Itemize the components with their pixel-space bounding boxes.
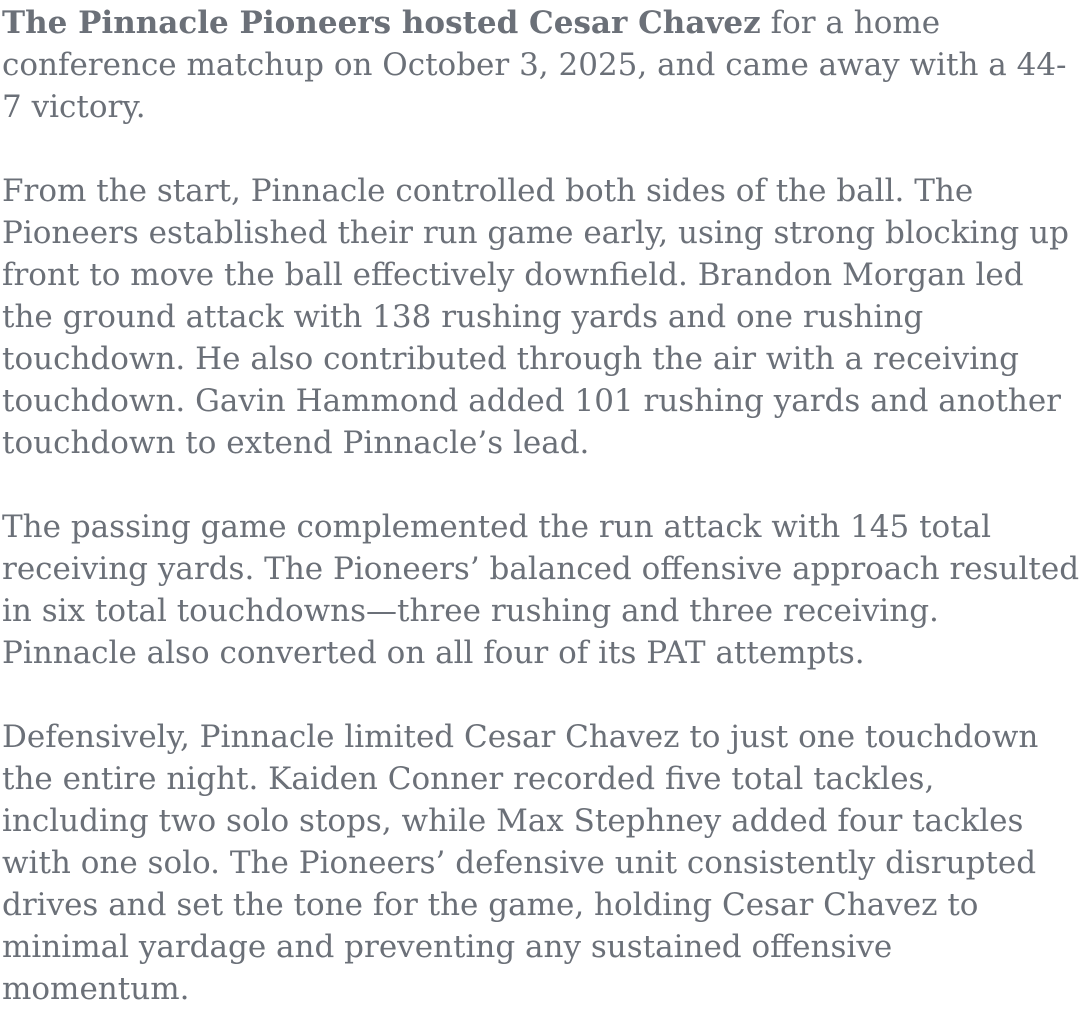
paragraph-game-summary-text: for a home conference matchup on October 3, 2025, and came away with a 44-7 victory. <box>2 5 1067 125</box>
bold-lead-text: The Pinnacle Pioneers hosted Cesar Chavez <box>2 5 761 41</box>
paragraph-defense: Defensively, Pinnacle limited Cesar Chavez to just one touchdown the entire night. Kaiden Conner recorded five total tackles, including two solo stops, while Max Stephney added four tackles with one solo. The Pioneers’ defensive unit consistently disrupted drives and set the tone for the game, holding Cesar Chavez to minimal yardage and preventing any sustained offensive momentum. <box>2 719 1039 1007</box>
paragraph-run-game: From the start, Pinnacle controlled both sides of the ball. The Pioneers established their run game early, using strong blocking up front to move the ball effectively downfield. Brandon Morgan led the ground attack with 138 rushing yards and one rushing touchdown. He also contributed through the air with a receiving touchdown. Gavin Hammond added 101 rushing yards and another touchdown to extend Pinnacle’s lead. <box>2 173 1069 461</box>
paragraph-game-summary <box>2 2 1080 128</box>
paragraph-passing-game: The passing game complemented the run attack with 145 total receiving yards. The Pioneers’ balanced offensive approach resulted in six total touchdowns—three rushing and three receiving. Pinnacle also converted on all four of its PAT attempts. <box>2 509 1080 671</box>
